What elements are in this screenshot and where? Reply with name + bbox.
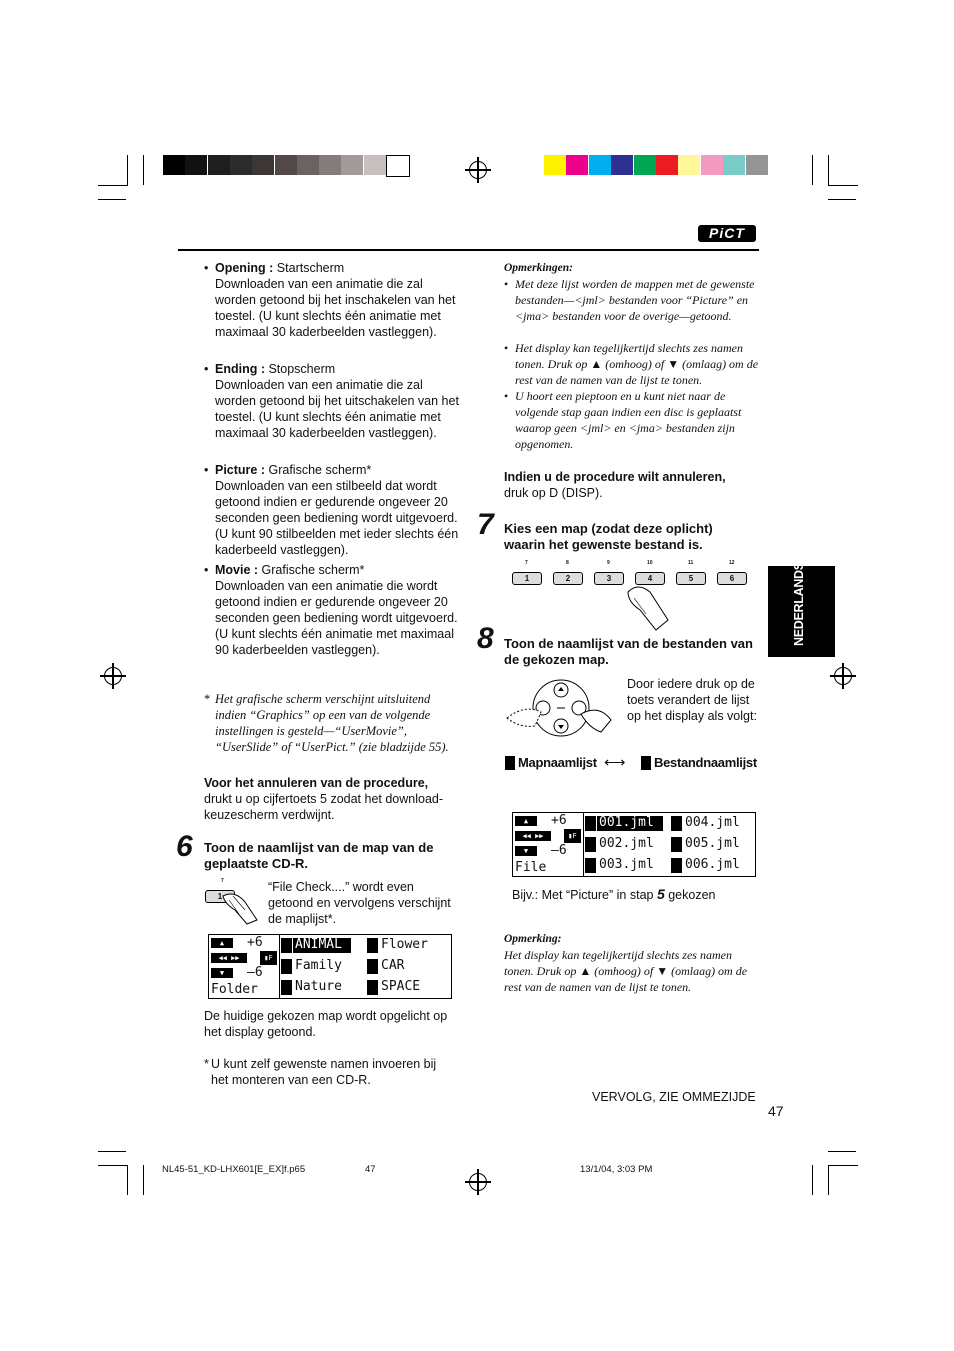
folder-icon [367, 959, 378, 974]
file-icon [585, 816, 596, 831]
folder-name: CAR [381, 958, 405, 973]
lcd-mode-label: File [515, 860, 547, 875]
lcd-mode-label: Folder [211, 982, 258, 997]
item-desc: Downloaden van een stilbeeld dat wordt getoond indien er gedurende ongeveer 20 seconden geen bediening wordt uitgevoerd. (U kunt 90 stilbeelden met ieder slechts één kaderbeeld vastleggen). [215, 479, 459, 557]
registration-mark-left [104, 667, 122, 685]
folder-name: Family [295, 958, 342, 973]
up-arrow-icon: ▲ [515, 816, 537, 826]
note-text: Het display kan tegelijkertijd slechts zes namen tonen. Druk op ▲ (omhoog) of ▼ (omlaag) om de rest van de namen van de lijst te tonen. [504, 948, 748, 994]
pict-logo-text: PiCT [709, 225, 745, 241]
folder-icon [367, 938, 378, 953]
lcd-divider [583, 813, 584, 876]
folder-name: SPACE [381, 979, 421, 994]
file-name: 004.jml [685, 815, 740, 830]
key-4: 4 [635, 572, 665, 585]
file-name: 005.jml [685, 836, 740, 851]
footer-file: NL45-51_KD-LHX601[E_EX]f.p65 [162, 1164, 306, 1175]
item-picture: • Picture : Grafische scherm* Downloaden van een stilbeeld dat wordt getoond indien er gedurende ongeveer 20 seconden geen bediening wordt uitgevoerd. (U kunt 90 stilbeelden met ieder slechts één kaderbeeld vastleggen). [204, 463, 459, 557]
file-name: 002.jml [599, 836, 654, 851]
key-subnum: 8 [566, 560, 569, 566]
key-5: 5 [676, 572, 706, 585]
folder-icon [281, 959, 292, 974]
file-name: 001.jml [599, 815, 654, 830]
left-cancel-text: drukt u op cijfertoets 5 zodat het download-keuzescherm verdwijnt. [204, 792, 444, 822]
note-1: • Met deze lijst worden de mappen met de gewenste bestanden—<jml> bestanden voor “Picture” en <jma> bestanden voor de overige—getoond. [504, 277, 755, 323]
key-subnum: 12 [729, 560, 735, 566]
gray-swatch [185, 155, 207, 175]
note-3: • U hoort een pieptoon en u kunt niet naar de volgende stap gaan indien een disc is geplaatst waarop geen <jml> en <jma> bestanden zijn opgenomen. [504, 389, 742, 451]
gray-swatch [208, 155, 230, 175]
gray-swatch [319, 155, 341, 175]
item-movie: • Movie : Grafische scherm* Downloaden van een animatie die wordt getoond indien er gedurende ongeveer 20 seconden geen bediening wordt uitgevoerd. (U kunt slechts één animatie met maximaal 90 kaderbeelden vastleggen). [204, 563, 458, 657]
item-opening: • Opening : Startscherm Downloaden van een animatie die zal worden getoond bij het inschakelen van het toestel. (U kunt slechts één animatie met maximaal 30 kaderbeelden vastleggen). [204, 261, 456, 339]
item-ending: • Ending : Stopscherm Downloaden van een animatie die zal worden getoond bij het uitschakelen van het toestel. (U kunt slechts één animatie met maximaal 30 kaderbeelden vastleggen). [204, 362, 459, 440]
key-2: 2 [553, 572, 583, 585]
file-mode-icon: ▮F [564, 829, 581, 843]
down-arrow-icon: ▼ [211, 968, 233, 978]
file-icon [671, 858, 682, 873]
lcd-controls [515, 815, 583, 875]
item-label: Movie : [215, 563, 259, 577]
folder-list-icon [505, 756, 515, 770]
color-swatch [589, 155, 611, 175]
step-6-number: 6 [176, 830, 193, 863]
color-swatch [634, 155, 656, 175]
button-1-illustration: 7 1 [205, 878, 260, 926]
gray-swatch [386, 155, 410, 177]
left-cancel-block [204, 775, 459, 823]
item-label: Picture : [215, 463, 266, 477]
step-6-title: Toon de naamlijst van de map van de geplaatste CD-R. [204, 840, 434, 871]
gray-swatch [364, 155, 386, 175]
number-keys [512, 560, 757, 610]
footer-date: 13/1/04, 3:03 PM [580, 1164, 653, 1175]
down-arrow-icon: ▼ [515, 846, 537, 856]
note-title: Opmerking: [504, 933, 562, 945]
key-1: 1 [205, 890, 235, 903]
key-subnum: 9 [607, 560, 610, 566]
lcd-folder-list [208, 934, 452, 999]
file-name-grid [585, 815, 753, 875]
step-8-text: Door iedere druk op de toets verandert de lijst op het display als volgt: [627, 677, 757, 723]
color-swatch [544, 155, 566, 175]
key-subnum: 11 [688, 560, 694, 566]
lcd-up-count: +6 [247, 935, 263, 950]
gray-swatch [297, 155, 319, 175]
gray-swatch [163, 155, 185, 175]
file-icon [585, 837, 596, 852]
language-tab [768, 562, 835, 657]
gray-swatch [275, 155, 297, 175]
language-tab-label: NEDERLANDS [792, 562, 806, 646]
gray-swatch [341, 155, 363, 175]
step-7-title: Kies een map (zodat deze oplicht) waarin het gewenste bestand is. [504, 521, 713, 552]
file-icon [585, 858, 596, 873]
key-3: 3 [594, 572, 624, 585]
graphics-footnote: * Het grafische scherm verschijnt uitsluitend indien “Graphics” op een van de volgende instellingen is gesteld—“UserMovie”, “UserSlide” of “UserPict.” (zie bladzijde 55). [204, 692, 449, 754]
step-6-after: De huidige gekozen map wordt opgelicht op het display getoond. [204, 1009, 448, 1039]
gray-swatch [252, 155, 274, 175]
folder-list-label: Mapnaamlijst [518, 755, 597, 770]
finger-icon [205, 878, 260, 926]
color-swatch [566, 155, 588, 175]
file-name: 006.jml [685, 857, 740, 872]
lcd-down-count: –6 [551, 843, 567, 858]
folder-name-grid [281, 937, 449, 997]
notes-title: Opmerkingen: [504, 262, 573, 274]
folder-name: Nature [295, 979, 342, 994]
lcd-divider [279, 935, 280, 998]
color-swatch [611, 155, 633, 175]
step-6-note: “File Check....” wordt even getoond en vervolgens verschijnt de maplijst*. [268, 880, 451, 926]
example-caption: Bijv.: Met “Picture” in stap 5 gekozen [512, 886, 716, 902]
double-arrow-icon: ⟷ [604, 754, 626, 771]
color-swatch [701, 155, 723, 175]
lcd-controls [211, 937, 279, 997]
up-arrow-icon: ▲ [211, 938, 233, 948]
step-7-number: 7 [477, 508, 494, 541]
right-cancel-text: druk op D (DISP). [504, 486, 603, 500]
file-icon [671, 837, 682, 852]
item-label: Ending : [215, 362, 265, 376]
lcd-file-list [512, 812, 756, 877]
finger-icon [620, 580, 680, 640]
item-desc: Downloaden van een animatie die zal worden getoond bij het inschakelen van het toestel. (U kunt slechts één animatie met maximaal 30 kaderbeelden vastleggen). [215, 277, 456, 339]
lcd-up-count: +6 [551, 813, 567, 828]
footer-page: 47 [365, 1164, 376, 1175]
file-list-label: Bestandnaamlijst [654, 755, 757, 770]
left-cancel-title: Voor het annuleren van de procedure, [204, 776, 429, 790]
folder-icon [281, 938, 292, 953]
gray-swatch [230, 155, 252, 175]
file-icon [671, 816, 682, 831]
key-subnum: 10 [647, 560, 653, 566]
step-8-title: Toon de naamlijst van de bestanden van de gekozen map. [504, 636, 753, 667]
page-number: 47 [768, 1103, 784, 1119]
key-6: 6 [717, 572, 747, 585]
continue-label: VERVOLG, ZIE OMMEZIJDE [592, 1090, 756, 1104]
color-swatch [723, 155, 745, 175]
file-list-icon [641, 756, 651, 770]
step-6-footnote: * U kunt zelf gewenste namen invoeren bij het monteren van een CD-R. [204, 1057, 437, 1087]
color-swatch [678, 155, 700, 175]
right-cancel-block [504, 469, 759, 501]
skip-buttons-icon: ◀◀ ▶▶ [211, 953, 247, 963]
example-step-number: 5 [656, 886, 665, 902]
folder-icon [281, 980, 292, 995]
file-name: 003.jml [599, 857, 654, 872]
item-desc: Downloaden van een animatie die wordt getoond indien er gedurende ongeveer 20 seconden geen bediening wordt uitgevoerd. (U kunt slechts één animatie met maximaal 90 kaderbeelden vastleggen). [215, 579, 458, 657]
key-1: 1 [512, 572, 542, 585]
key-subnum: 7 [525, 560, 528, 566]
step-8-number: 8 [477, 622, 494, 655]
registration-mark-top [469, 161, 487, 179]
note-2: • Het display kan tegelijkertijd slechts zes namen tonen. Druk op ▲ (omhoog) of ▼ (omlaag) om de rest van de namen van de lijst te tonen. [504, 341, 759, 387]
color-swatch [656, 155, 678, 175]
registration-mark-bottom [469, 1173, 487, 1191]
color-swatch [746, 155, 768, 175]
folder-icon [367, 980, 378, 995]
lcd-down-count: –6 [247, 965, 263, 980]
folder-name: ANIMAL [295, 937, 342, 952]
folder-name: Flower [381, 937, 428, 952]
list-toggle [505, 755, 760, 773]
skip-buttons-icon: ◀◀ ▶▶ [515, 831, 551, 841]
item-label: Opening : [215, 261, 274, 275]
control-pad-illustration [505, 674, 615, 744]
registration-mark-right [834, 667, 852, 685]
right-cancel-title: Indien u de procedure wilt annuleren, [504, 470, 726, 484]
header-rule [178, 249, 759, 251]
item-desc: Downloaden van een animatie die zal worden getoond bij het uitschakelen van het toestel. (U kunt slechts één animatie met maximaal 30 kaderbeelden vastleggen). [215, 378, 459, 440]
pict-logo [698, 225, 756, 242]
folder-mode-icon: ▮F [260, 951, 277, 965]
